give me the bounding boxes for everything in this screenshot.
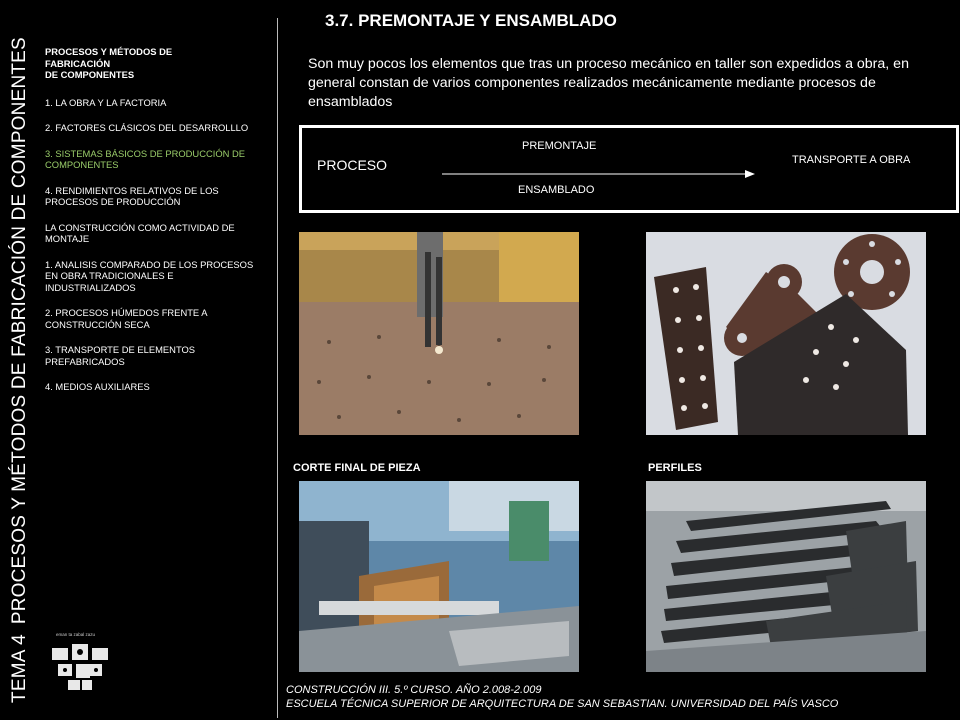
toc-item-procesos-humedos[interactable]: 2. PROCESOS HÚMEDOS FRENTE A CONSTRUCCIÓN SECA bbox=[45, 307, 208, 330]
theme-name: PROCESOS Y MÉTODOS DE FABRICACIÓN DE COMPONENTES bbox=[9, 37, 30, 625]
sidebar-divider bbox=[277, 18, 278, 718]
ensamblado-label: ENSAMBLADO bbox=[518, 184, 595, 196]
photo-steel-plates bbox=[646, 232, 926, 435]
page-title: 3.7. PREMONTAJE Y ENSAMBLADO bbox=[325, 11, 617, 30]
logo-motto: eman ta zabal zazu bbox=[56, 632, 96, 637]
photo-cutting-table bbox=[299, 232, 579, 435]
intro-paragraph: Son muy pocos los elementos que tras un proceso mecánico en taller son expedidos a obra, en general constan de varios componentes realizados mecánicamente mediante procesos de ensamblados bbox=[308, 56, 909, 110]
toc-item-rendimientos[interactable]: 4. RENDIMIENTOS RELATIVOS DE LOS PROCESOS DE PRODUCCIÓN bbox=[45, 184, 219, 207]
process-diagram bbox=[299, 125, 959, 213]
toc-item-medios-auxiliares[interactable]: 4. MEDIOS AUXILIARES bbox=[45, 381, 150, 392]
toc-heading: PROCESOS Y MÉTODOS DE FABRICACIÓN DE COMPONENTES bbox=[45, 46, 173, 80]
caption-perfiles: PERFILES bbox=[648, 462, 702, 474]
process-label: PROCESO bbox=[317, 157, 388, 173]
toc-item-construccion-montaje[interactable]: LA CONSTRUCCIÓN COMO ACTIVIDAD DE MONTAJE bbox=[45, 221, 235, 244]
toc-nav bbox=[45, 46, 260, 407]
footer bbox=[286, 683, 838, 711]
vertical-theme-title bbox=[3, 20, 37, 710]
photo-profiles bbox=[646, 481, 926, 672]
toc-item-transporte[interactable]: 3. TRANSPORTE DE ELEMENTOS PREFABRICADOS bbox=[45, 344, 196, 367]
footer-school: ESCUELA TÉCNICA SUPERIOR DE ARQUITECTURA DE SAN SEBASTIAN. UNIVERSIDAD DEL PAÍS VASCO bbox=[286, 698, 839, 710]
theme-number: TEMA 4 bbox=[9, 634, 30, 703]
caption-corte-final: CORTE FINAL DE PIEZA bbox=[293, 462, 421, 474]
toc-item-analisis-comparado[interactable]: 1. ANALISIS COMPARADO DE LOS PROCESOS EN OBRA TRADICIONALES E INDUSTRIALIZADOS bbox=[45, 258, 254, 293]
logo-emblem-icon bbox=[50, 632, 110, 692]
photo-band-saw bbox=[299, 481, 579, 672]
footer-course: CONSTRUCCIÓN III. 5.º CURSO. AÑO 2.008-2.009 bbox=[286, 684, 542, 696]
toc-item-factores-clasicos[interactable]: 2. FACTORES CLÁSICOS DEL DESARROLLLO bbox=[45, 122, 249, 133]
process-arrow-icon bbox=[442, 168, 757, 180]
toc-item-obra-factoria[interactable]: 1. LA OBRA Y LA FACTORIA bbox=[45, 96, 167, 108]
premontaje-label: PREMONTAJE bbox=[522, 140, 597, 152]
toc-item-sistemas-basicos[interactable]: 3. SISTEMAS BÁSICOS DE PRODUCCIÓN DE COMPONENTES bbox=[45, 147, 246, 170]
university-logo bbox=[50, 632, 110, 692]
transporte-label: TRANSPORTE A OBRA bbox=[792, 154, 911, 166]
